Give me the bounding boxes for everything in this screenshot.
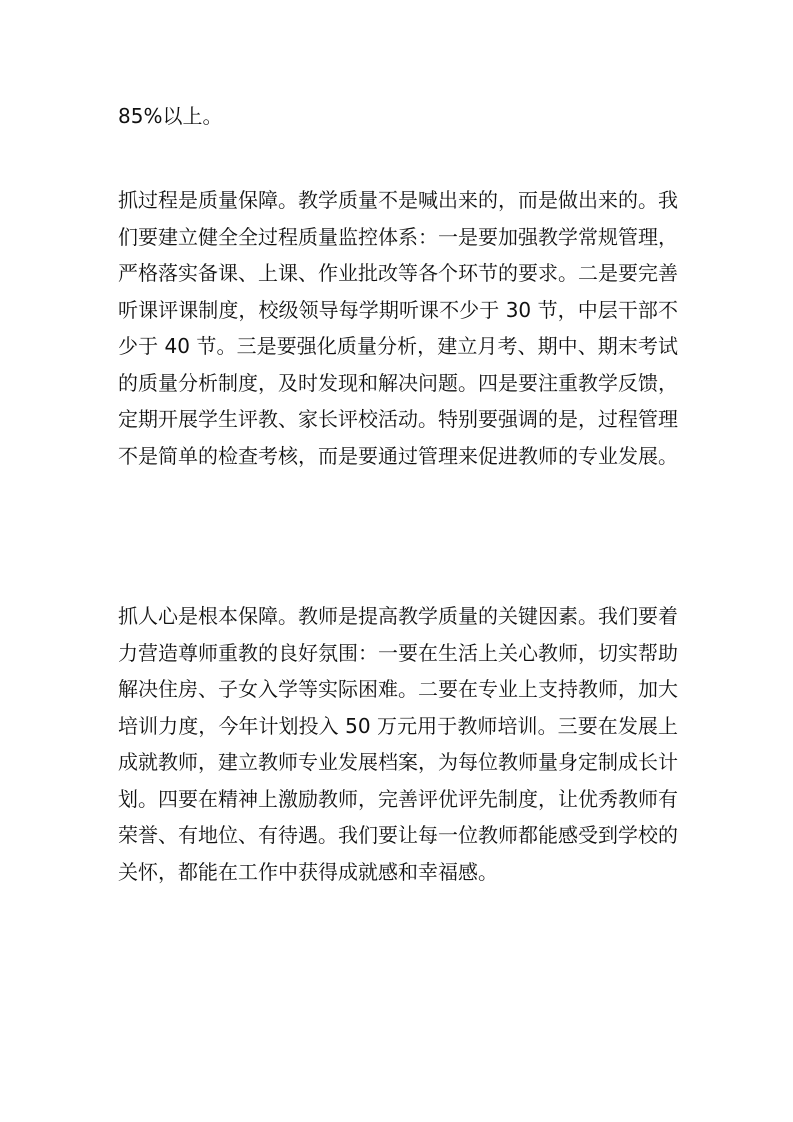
paragraph-teacher-support: 抓人心是根本保障。教师是提高教学质量的关键因素。我们要着力营造尊师重教的良好氛围：一要在生活上关心教师，切实帮助解决住房、子女入学等实际困难。二要在专业上支持教师，加大培训力度，今年计划投入 50 万元用于教师培训。三要在发展上成就教师，建立教师专业发展档案，为每位教师量身定制成长计划。四要在精神上激励教师，完善评优评先制度，让优秀教师有荣誉、有地位、有待遇。我们要让每一位教师都能感受到学校的关怀，都能在工作中获得成就感和幸福感。 bbox=[118, 604, 678, 884]
paragraph-process-quality: 抓过程是质量保障。教学质量不是喊出来的，而是做出来的。我们要建立健全全过程质量监控体系：一是要加强教学常规管理，严格落实备课、上课、作业批改等各个环节的要求。二是要完善听课评课制度，校级领导每学期听课不少于 30 节，中层干部不少于 40 节。三是要强化质量分析，建立月考、期中、期末考试的质量分析制度，及时发现和解决问题。四是要注重教学反馈，定期开展学生评教、家长评校活动。特别要强调的是，过程管理不是简单的检查考核，而是要通过管理来促进教师的专业发展。 bbox=[118, 188, 678, 468]
paragraph-continuation: 85%以上。 bbox=[118, 104, 223, 128]
